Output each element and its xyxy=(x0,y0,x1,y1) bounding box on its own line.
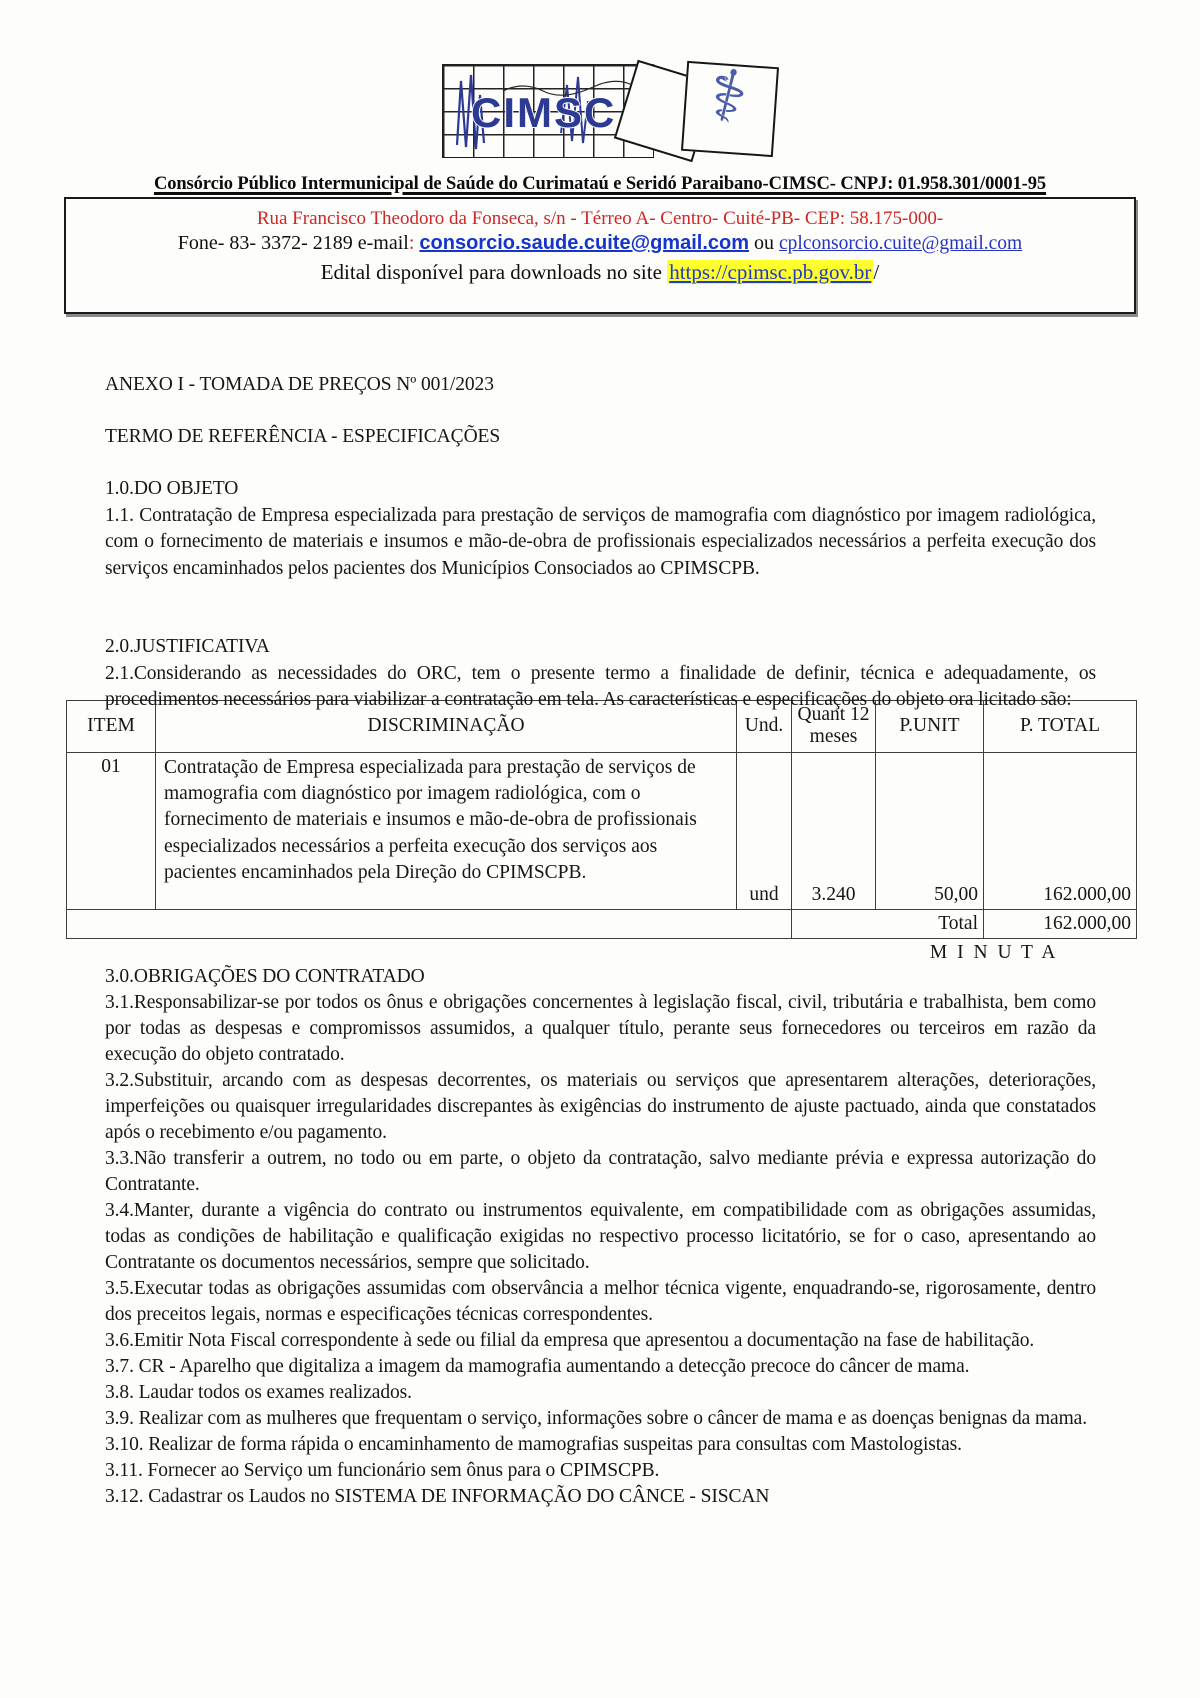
document-body xyxy=(105,372,1096,714)
obligation-item: 3.10. Realizar de forma rápida o encaminhamento de mamografias suspeitas para consultas com Mastologistas. xyxy=(105,1433,962,1455)
total-label: Total xyxy=(792,909,984,938)
edital-line xyxy=(66,257,1134,287)
phone-label: Fone- 83- 3372- 2189 e-mail xyxy=(177,232,409,254)
header-info-box xyxy=(64,197,1136,314)
email-secondary-link[interactable]: cplconsorcio.cuite@gmail.com xyxy=(779,233,1023,254)
minuta-watermark: M I N U T A xyxy=(929,941,1058,963)
col-header-quant: Quant 12 meses xyxy=(792,700,876,752)
edital-suffix: / xyxy=(873,260,880,284)
col-header-ptotal: P. TOTAL xyxy=(984,700,1137,752)
obligation-item: 3.5.Executar todas as obrigações assumidas com observância a melhor técnica vigente, enquadrando-se, rigorosamente, dentro dos preceitos legais, normas e especificações técnicas correspondentes. xyxy=(105,1277,1096,1325)
logo-squares xyxy=(622,50,822,164)
section-2-title: 2.0.JUSTIFICATIVA xyxy=(105,636,270,657)
spec-table-wrapper xyxy=(66,700,1200,939)
obligation-item: 3.4.Manter, durante a vigência do contrato ou instrumentos equivalente, em compatibilidade com as obrigações assumidas, todas as condições de habilitação e qualificação exigidas no respectivo processo licitatório, se for o caso, apresentando ao Contratante os documentos necessários, sempre que solicitado. xyxy=(105,1199,1096,1273)
spec-table xyxy=(66,700,1137,939)
termo-title: TERMO DE REFERÊNCIA - ESPECIFICAÇÕES xyxy=(105,425,501,447)
obligation-item: 3.9. Realizar com as mulheres que frequentam o serviço, informações sobre o câncer de mama e as doenças benignas da mama. xyxy=(105,1407,1088,1429)
obligation-item: 3.7. CR - Aparelho que digitaliza a imagem da mamografia aumentando a detecção precoce do câncer de mama. xyxy=(105,1355,970,1377)
cimsc-logo xyxy=(442,50,814,162)
col-header-item: ITEM xyxy=(67,700,156,752)
total-empty-cell xyxy=(67,909,792,938)
caduceus-icon: ⚕ xyxy=(698,50,757,142)
total-value: 162.000,00 xyxy=(984,909,1137,938)
obligation-item: 3.8. Laudar todos os exames realizados. xyxy=(105,1381,412,1403)
col-header-und: Und. xyxy=(737,700,792,752)
edital-site-link[interactable]: https://cpimsc.pb.gov.br xyxy=(669,260,872,284)
section-3 xyxy=(105,964,1096,1510)
conjunction-text: ou xyxy=(754,232,774,254)
obligation-item: 3.1.Responsabilizar-se por todos os ônus e obrigações concernentes à legislação fiscal, civil, tributária e trabalhista, bem como por todas as despesas e compromissos assumidos, a qualquer título, perante seus fornecedores ou terceiros em razão da execução do objeto contratado. xyxy=(105,991,1096,1065)
obligation-item: 3.12. Cadastrar os Laudos no SISTEMA DE INFORMAÇÃO DO CÂNCE - SISCAN xyxy=(105,1485,770,1507)
col-header-discriminacao: DISCRIMINAÇÃO xyxy=(156,700,737,752)
section-1-paragraph: 1.1. Contratação de Empresa especializada para prestação de serviços de mamografia com diagnóstico por imagem radiológica, com o fornecimento de materiais e insumos e mão-de-obra de profissionais especializados necessários a perfeita execução dos serviços encaminhados pelos pacientes dos Municípios Consociados ao CPIMSCPB. xyxy=(105,504,1096,579)
obligation-item: 3.6.Emitir Nota Fiscal correspondente à sede ou filial da empresa que apresentou a documentação na fase de habilitação. xyxy=(105,1329,1035,1351)
obligation-item: 3.11. Fornecer ao Serviço um funcionário sem ônus para o CPIMSCPB. xyxy=(105,1459,660,1481)
section-2-paragraph: 2.1.Considerando as necessidades do ORC, tem o presente termo a finalidade de definir, técnica e adequadamente, os procedimentos necessários para viabilizar a contratação em tela. As características e especificações do objeto ora licitado são: xyxy=(105,662,1096,710)
logo-cimsc-text: CIMSC xyxy=(471,89,617,136)
col-header-punit: P.UNIT xyxy=(876,700,984,752)
section-3-title: 3.0.OBRIGAÇÕES DO CONTRATADO xyxy=(105,965,425,987)
section-1-title: 1.0.DO OBJETO xyxy=(105,478,239,499)
colon: : xyxy=(408,232,415,254)
obligation-item: 3.3.Não transferir a outrem, no todo ou em parte, o objeto da contratação, salvo mediante prévia e expressa autorização do Contratante. xyxy=(105,1147,1096,1195)
address-line: Rua Francisco Theodoro da Fonseca, s/n - Térreo A- Centro- Cuité-PB- CEP: 58.175-000- xyxy=(256,208,944,229)
org-title: Consórcio Público Intermunicipal de Saúde do Curimataú e Seridó Paraibano-CIMSC- CNPJ: 01.958.301/0001-95 xyxy=(153,174,1047,194)
anexo-title: ANEXO I - TOMADA DE PREÇOS Nº 001/2023 xyxy=(105,374,494,395)
phone-email-line xyxy=(66,230,1134,257)
cell-quant: 3.240 xyxy=(792,752,876,909)
cell-discriminacao: Contratação de Empresa especializada para prestação de serviços de mamografia com diagnóstico por imagem radiológica, com o fornecimento de materiais e insumos e mão-de-obra de profissionais especializados necessários a perfeita execução dos serviços aos pacientes encaminhados pela Direção do CPIMSCPB. xyxy=(156,752,737,909)
cell-punit: 50,00 xyxy=(876,752,984,909)
table-row xyxy=(67,752,1137,909)
email-primary-link[interactable]: consorcio.saude.cuite@gmail.com xyxy=(419,232,749,254)
table-total-row xyxy=(67,909,1137,938)
cell-ptotal: 162.000,00 xyxy=(984,752,1137,909)
obligation-item: 3.2.Substituir, arcando com as despesas decorrentes, os materiais ou serviços que apresentarem alterações, deteriorações, imperfeições ou quaisquer irregularidades discrepantes às exigências do instrumento de ajuste pactuado, ainda que constatados após o recebimento e/ou pagamento. xyxy=(105,1069,1096,1143)
edital-prefix: Edital disponível para downloads no site xyxy=(320,260,668,284)
cell-und: und xyxy=(737,752,792,909)
cell-item-number: 01 xyxy=(67,752,156,909)
